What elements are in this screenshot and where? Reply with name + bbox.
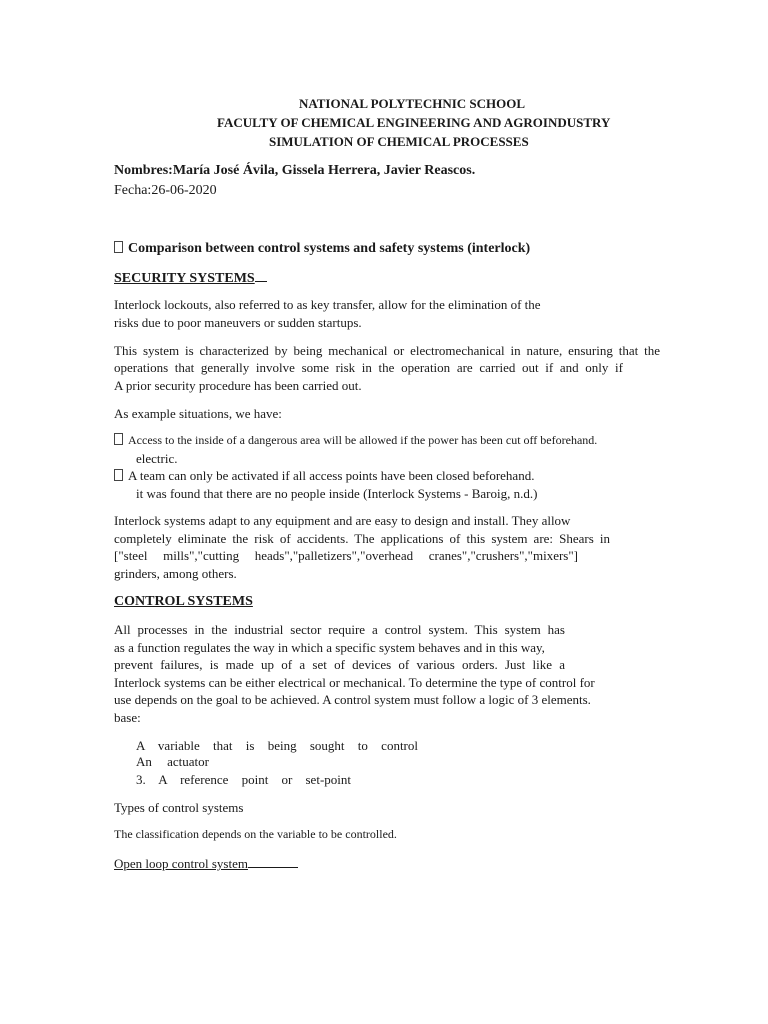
security-p4-line-4: grinders, among others.	[114, 566, 237, 581]
control-p1-line-1: All processes in the industrial sector require a control system. This system has	[114, 622, 565, 637]
control-list-item-3: 3. A reference point or set-point	[136, 772, 351, 787]
security-bullet-2	[114, 467, 534, 484]
security-p2-line-3: A prior security procedure has been carried out.	[114, 378, 362, 393]
open-loop-heading	[114, 854, 298, 872]
student-names: Nombres:María José Ávila, Gissela Herrera, Javier Reascos.	[114, 163, 476, 178]
comparison-heading-text: Comparison between control systems and safety systems (interlock)	[128, 241, 531, 256]
security-p1-line-1: Interlock lockouts, also referred to as key transfer, allow for the elimination of the	[114, 297, 541, 312]
missing-glyph-icon	[114, 241, 123, 253]
security-bullet-1	[114, 432, 660, 449]
security-bullet-2-cont: it was found that there are no people inside (Interlock Systems - Baroig, n.d.)	[136, 486, 538, 501]
report-date: Fecha:26-06-2020	[114, 183, 217, 198]
security-p4-line-2: completely eliminate the risk of accidents. The applications of this system are: Shears in	[114, 531, 610, 546]
security-p2-line-1: This system is characterized by being mechanical or electromechanical in nature, ensuring that the	[114, 343, 660, 358]
control-p1-line-5: use depends on the goal to be achieved. A control system must follow a logic of 3 elements.	[114, 692, 591, 707]
types-heading: Types of control systems	[114, 800, 244, 815]
security-bullet-1-cont: electric.	[136, 451, 178, 466]
security-p3: As example situations, we have:	[114, 406, 282, 421]
bullet-glyph-icon	[114, 469, 123, 481]
faculty-title: FACULTY OF CHEMICAL ENGINEERING AND AGROINDUSTRY	[217, 115, 611, 130]
control-p1-line-2: as a function regulates the way in which a specific system behaves and in this way,	[114, 640, 545, 655]
school-title: NATIONAL POLYTECHNIC SCHOOL	[298, 96, 526, 111]
security-p4-line-1: Interlock systems adapt to any equipment and are easy to design and install. They allow	[114, 513, 571, 528]
security-p2-line-2: operations that generally involve some risk in the operation are carried out if and only if	[114, 360, 623, 375]
classification-text: The classification depends on the variable to be controlled.	[114, 827, 397, 841]
control-p1-line-3: prevent failures, is made up of a set of devices of various orders. Just like a	[114, 657, 565, 672]
security-heading-text: SECURITY SYSTEMS	[114, 271, 255, 286]
open-loop-heading-text: Open loop control system	[114, 856, 248, 871]
control-heading	[114, 593, 253, 610]
control-list-item-1: A variable that is being sought to control	[136, 738, 418, 753]
heading-underline-tail	[255, 268, 267, 282]
security-heading	[114, 268, 267, 287]
subject-title: SIMULATION OF CHEMICAL PROCESSES	[269, 134, 529, 149]
bullet-2-text: A team can only be activated if all access points have been closed beforehand.	[128, 468, 535, 483]
heading-underline-tail	[248, 854, 298, 868]
comparison-heading	[114, 240, 530, 257]
control-heading-text: CONTROL SYSTEMS	[114, 594, 253, 609]
control-p1-line-4: Interlock systems can be either electrical or mechanical. To determine the type of control for	[114, 675, 595, 690]
bullet-glyph-icon	[114, 433, 123, 445]
security-p1-line-2: risks due to poor maneuvers or sudden startups.	[114, 315, 362, 330]
control-list-item-2: An actuator	[136, 754, 209, 769]
security-p4-line-3: ["steel mills","cutting heads","palletizers","overhead cranes","crushers","mixers"]	[114, 548, 578, 563]
control-p1-line-6: base:	[114, 710, 141, 725]
bullet-1-text: Access to the inside of a dangerous area will be allowed if the power has been cut off beforehand.	[128, 433, 598, 447]
